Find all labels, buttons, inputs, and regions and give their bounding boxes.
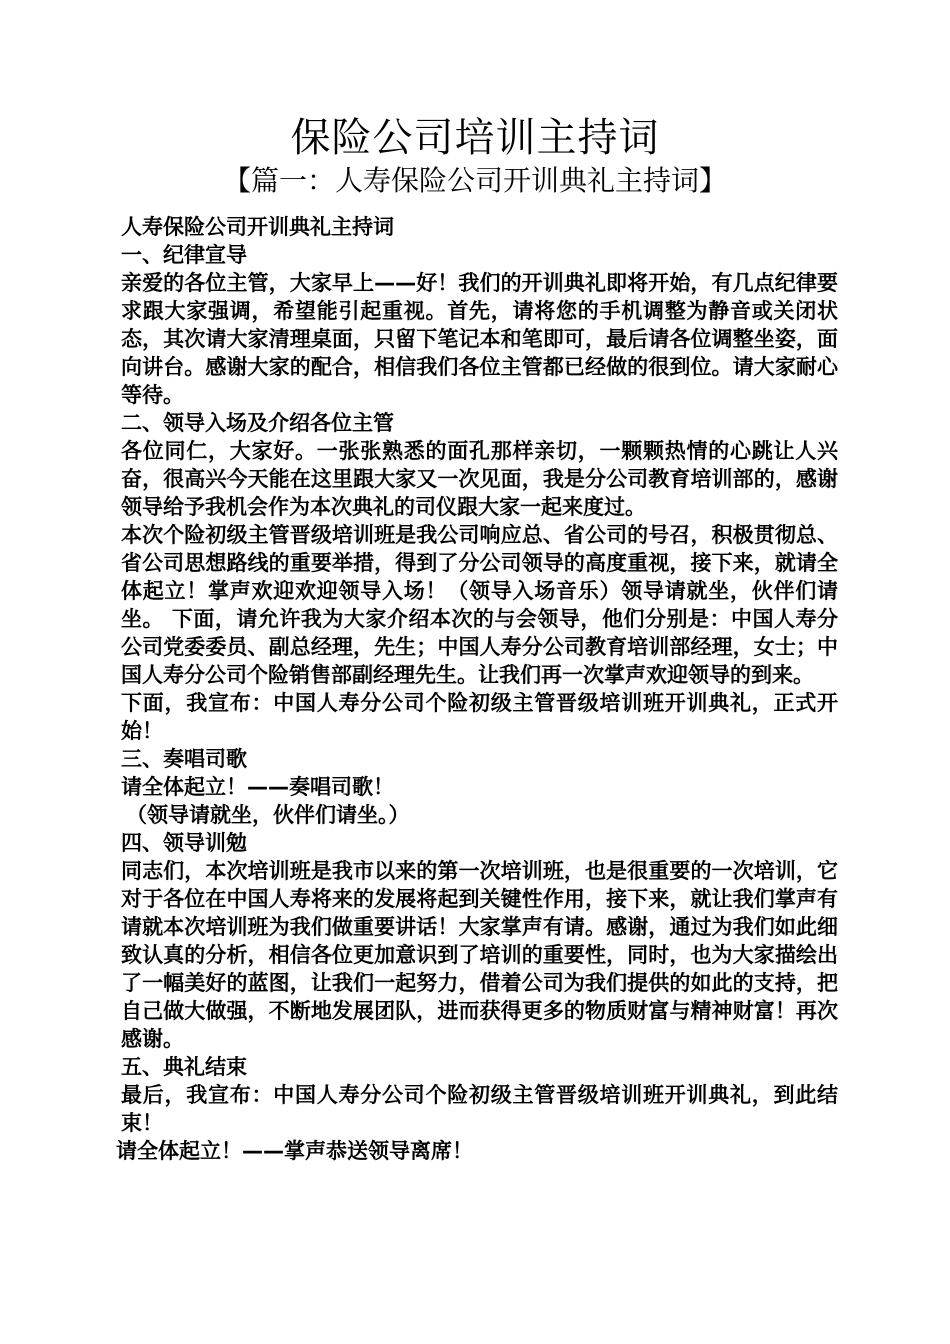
document-subtitle: 【篇一：人寿保险公司开训典礼主持词】 <box>222 164 727 197</box>
body-paragraph: （领导请就坐，伙伴们请坐。） <box>126 803 410 827</box>
body-paragraph: 请全体起立！——掌声恭送领导离席！ <box>116 1139 473 1163</box>
body-paragraph: 各位同仁，大家好。一张张熟悉的面孔那样亲切，一颗颗热情的心跳让人兴奋，很高兴今天能在这里跟大家又一次见面，我是分公司教育培训部的，感谢领导给予我机会作为本次典礼的司仪跟大家一起来度过。 <box>121 439 838 519</box>
body-heading: 人寿保险公司开训典礼主持词 <box>121 215 394 239</box>
document-title: 保险公司培训主持词 <box>290 115 660 161</box>
body-paragraph: 同志们，本次培训班是我市以来的第一次培训班，也是很重要的一次培训，它对于各位在中国人寿将来的发展将起到关键性作用，接下来，就让我们掌声有请就本次培训班为我们做重要讲话！大家掌声有请。感谢，通过为我们如此细致认真的分析，相信各位更加意识到了培训的重要性，同时，也为大家描绘出了一幅美好的蓝图，让我们一起努力，借着公司为我们提供的如此的支持，把自己做大做强，不断地发展团队，进而获得更多的物质财富与精神财富！再次感谢。 <box>121 859 838 1051</box>
section-heading: 五、典礼结束 <box>121 1055 247 1079</box>
body-paragraph: 亲爱的各位主管，大家早上——好！我们的开训典礼即将开始，有几点纪律要求跟大家强调，希望能引起重视。首先，请将您的手机调整为静音或关闭状态，其次请大家清理桌面，只留下笔记本和笔即可，最后请各位调整坐姿，面向讲台。感谢大家的配合，相信我们各位主管都已经做的很到位。请大家耐心等待。 <box>121 271 838 407</box>
section-heading: 三、奏唱司歌 <box>121 747 247 771</box>
section-heading: 二、领导入场及介绍各位主管 <box>121 411 394 435</box>
body-paragraph: 最后，我宣布：中国人寿分公司个险初级主管晋级培训班开训典礼，到此结束！ <box>121 1083 838 1135</box>
body-paragraph: 下面，我宣布：中国人寿分公司个险初级主管晋级培训班开训典礼，正式开始！ <box>121 691 838 743</box>
document-body <box>116 213 838 1165</box>
section-heading: 一、纪律宣导 <box>121 243 247 267</box>
body-paragraph: 请全体起立！——奏唱司歌！ <box>121 775 394 799</box>
section-heading: 四、领导训勉 <box>121 831 247 855</box>
body-paragraph: 本次个险初级主管晋级培训班是我公司响应总、省公司的号召，积极贯彻总、省公司思想路线的重要举措，得到了分公司领导的高度重视，接下来，就请全体起立！掌声欢迎欢迎领导入场！（领导入场音乐）领导请就坐，伙伴们请坐。 下面，请允许我为大家介绍本次的与会领导，他们分别是：中国人寿分公司党委委员、副总经理，先生；中国人寿分公司教育培训部经理，女士；中国人寿分公司个险销售部副经理先生。让我们再一次掌声欢迎领导的到来。 <box>121 523 838 687</box>
